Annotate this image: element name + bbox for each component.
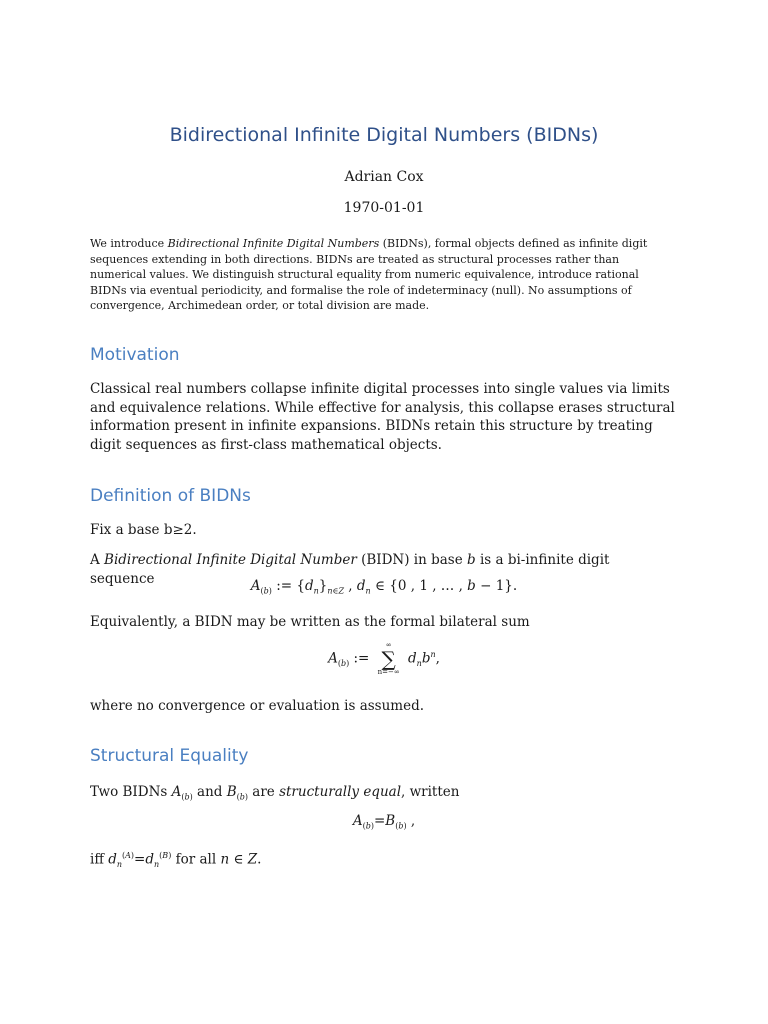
- structural-equality-paragraph: Two BIDNs $A_{(b)}$ and $B_{(b)}$ are structurally equal, written: [90, 784, 460, 802]
- document-date: 1970-01-01: [343, 200, 425, 216]
- equation-bilateral-sum: $A_{(b)}$ := ∞ ∑ n=−∞ $d_nb^n$,: [328, 641, 440, 676]
- section-heading-definition: Definition of BIDNs: [90, 486, 251, 506]
- abstract-term: Bidirectional Infinite Digital Numbers: [167, 237, 380, 250]
- section-heading-motivation: Motivation: [90, 345, 180, 365]
- equivalently-text: Equivalently, a BIDN may be written as the formal bilateral sum: [90, 614, 530, 630]
- abstract: We introduce Bidirectional Infinite Digital Numbers (BIDNs), formal objects defined as infinite digit sequences extending in both directions. BIDNs are treated as structural processes rather than numerical values. We distinguish structural equality from numeric equivalence, introduce rational BIDNs via eventual periodicity, and formalise the role of indeterminacy (null). No assumptions of convergence, Archimedean order, or total division are made.: [90, 237, 648, 312]
- equation-structural-equality: $A_{(b)}=B_{(b)}$ ,: [352, 813, 416, 831]
- author-name: Adrian Cox: [344, 169, 424, 185]
- document-title: Bidirectional Infinite Digital Numbers (BIDNs): [169, 124, 599, 146]
- definition-paragraph: A Bidirectional Infinite Digital Number (BIDN) in base b is a bi-infinite digit sequence: [90, 552, 610, 587]
- no-convergence-text: where no convergence or evaluation is assumed.: [90, 698, 425, 714]
- equation-bidn-sequence: $A_{(b)}$ := $\{d_n\}_{n\in Z}$ , $d_n$ ∈ {0 , 1 , … , b − 1}.: [250, 578, 518, 596]
- motivation-paragraph: Classical real numbers collapse infinite digital processes into single values via limits and equivalence relations. While effective for analysis, this collapse erases structural information present in infinite expansions. BIDNs retain this structure by treating digit sequences as first-class mathematical objects.: [90, 381, 675, 453]
- fix-base-text: Fix a base b≥2.: [90, 522, 197, 538]
- iff-condition-text: iff $d_n^{(A)}=d_n^{(B)}$ for all n ∈ Z.: [90, 851, 262, 870]
- section-heading-structural-equality: Structural Equality: [90, 746, 249, 766]
- summation-symbol: ∞ ∑ n=−∞: [377, 641, 400, 676]
